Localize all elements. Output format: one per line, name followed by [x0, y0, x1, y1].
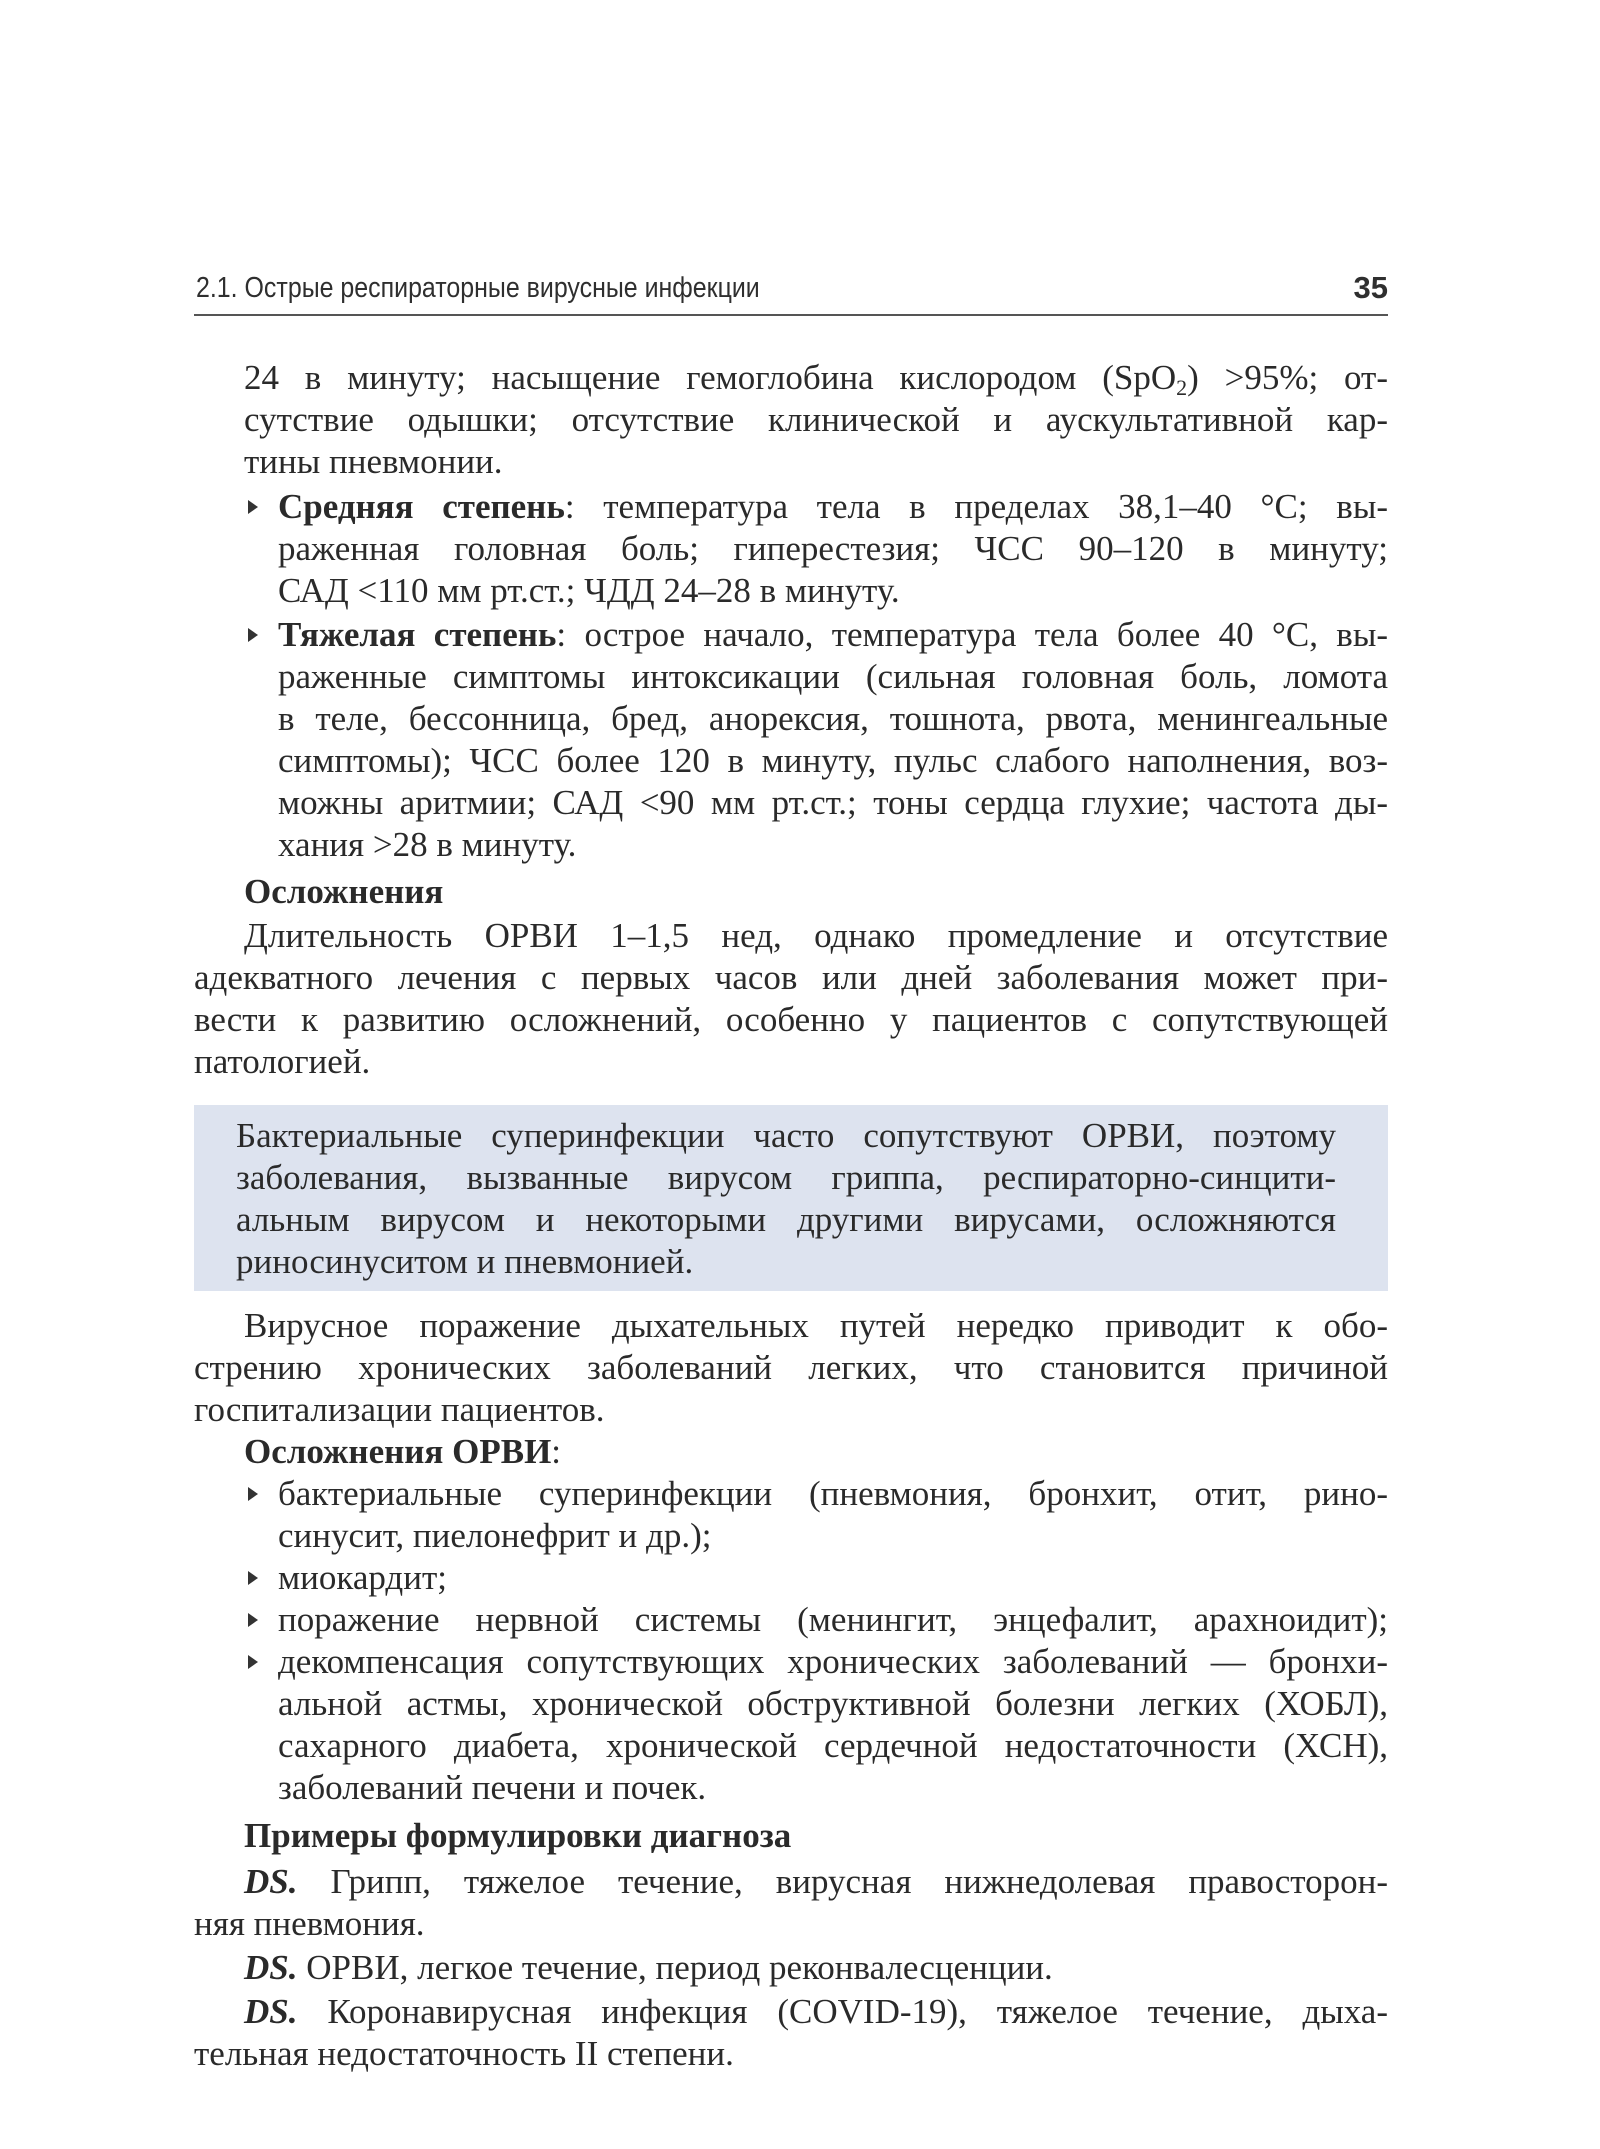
severe-line-3: в теле, бессонница, бред, анорексия, тошнота, рвота, менингеальные: [278, 699, 1388, 738]
moderate-line-2: раженная головная боль; гиперестезия; ЧСС 90–120 в минуту;: [278, 529, 1388, 568]
orvi-complications-heading: Осложнения ОРВИ:: [244, 1432, 562, 1471]
running-head: [194, 262, 1388, 316]
complications-line-3: вести к развитию осложнений, особенно у пациентов с сопутствующей: [194, 1000, 1388, 1039]
severe-line-5: можны аритмии; САД <90 мм рт.ст.; тоны сердца глухие; частота ды-: [278, 783, 1388, 822]
intro-line-2: сутствие одышки; отсутствие клинической и аускультативной кар-: [244, 400, 1388, 439]
viral-line-2: стрению хронических заболеваний легких, что становится причиной: [194, 1348, 1388, 1387]
intro-line-1: 24 в минуту; насыщение гемоглобина кислородом (SpO$_2$) >95%; от-: [244, 358, 1388, 400]
note-line-3: альным вирусом и некоторыми другими вирусами, осложняются: [236, 1200, 1336, 1239]
complications-heading: Осложнения: [244, 872, 444, 911]
examples-heading: Примеры формулировки диагноза: [244, 1816, 792, 1855]
severe-line-4: симптомы); ЧСС более 120 в минуту, пульс слабого наполнения, воз-: [278, 741, 1388, 780]
bullet-icon: [248, 1487, 258, 1501]
viral-line-1: Вирусное поражение дыхательных путей нередко приводит к обо-: [244, 1306, 1388, 1345]
severe-line-2: раженные симптомы интоксикации (сильная головная боль, ломота: [278, 657, 1388, 696]
example-3-line-2: тельная недостаточность II степени.: [194, 2034, 734, 2073]
complications-line-2: адекватного лечения с первых часов или дней заболевания может при-: [194, 958, 1388, 997]
example-3-line-1: DS. Коронавирусная инфекция (COVID-19), тяжелое течение, дыха-: [244, 1992, 1388, 2031]
example-2: DS. ОРВИ, легкое течение, период реконвалесценции.: [244, 1948, 1053, 1987]
list-item-1-line-2: синусит, пиелонефрит и др.);: [278, 1516, 712, 1555]
moderate-line-3: САД <110 мм рт.ст.; ЧДД 24–28 в минуту.: [278, 571, 900, 610]
note-line-4: риносинуситом и пневмонией.: [236, 1242, 694, 1281]
page-number: 35: [1353, 270, 1388, 305]
severe-line-6: хания >28 в минуту.: [278, 825, 577, 864]
bullet-icon: [248, 1571, 258, 1585]
viral-line-3: госпитализации пациентов.: [194, 1390, 605, 1429]
intro-line-3: тины пневмонии.: [244, 442, 503, 481]
example-1-line-1: DS. Грипп, тяжелое течение, вирусная нижнедолевая правосторон-: [244, 1862, 1388, 1901]
bullet-icon: [248, 1655, 258, 1669]
note-line-1: Бактериальные суперинфекции часто сопутствуют ОРВИ, поэтому: [236, 1116, 1336, 1155]
list-item-4-line-2: альной астмы, хронической обструктивной болезни легких (ХОБЛ),: [278, 1684, 1388, 1723]
bullet-icon: [248, 1613, 258, 1627]
severe-line-1: Тяжелая степень: острое начало, температура тела более 40 °С, вы-: [278, 615, 1388, 654]
note-line-2: заболевания, вызванные вирусом гриппа, респираторно-синцити-: [236, 1158, 1336, 1197]
list-item-2: миокардит;: [278, 1558, 447, 1597]
moderate-line-1: Средняя степень: температура тела в пределах 38,1–40 °С; вы-: [278, 487, 1388, 526]
bullet-icon: [248, 500, 258, 514]
list-item-4-line-3: сахарного диабета, хронической сердечной недостаточности (ХСН),: [278, 1726, 1388, 1765]
complications-line-4: патологией.: [194, 1042, 371, 1081]
list-item-1-line-1: бактериальные суперинфекции (пневмония, бронхит, отит, рино-: [278, 1474, 1388, 1513]
complications-line-1: Длительность ОРВИ 1–1,5 нед, однако промедление и отсутствие: [244, 916, 1388, 955]
list-item-4-line-1: декомпенсация сопутствующих хронических заболеваний — бронхи-: [278, 1642, 1388, 1681]
example-1-line-2: няя пневмония.: [194, 1904, 425, 1943]
list-item-3: поражение нервной системы (менингит, энцефалит, арахноидит);: [278, 1600, 1388, 1639]
bullet-icon: [248, 628, 258, 642]
section-title: 2.1. Острые респираторные вирусные инфекции: [196, 272, 760, 304]
list-item-4-line-4: заболеваний печени и почек.: [278, 1768, 707, 1807]
